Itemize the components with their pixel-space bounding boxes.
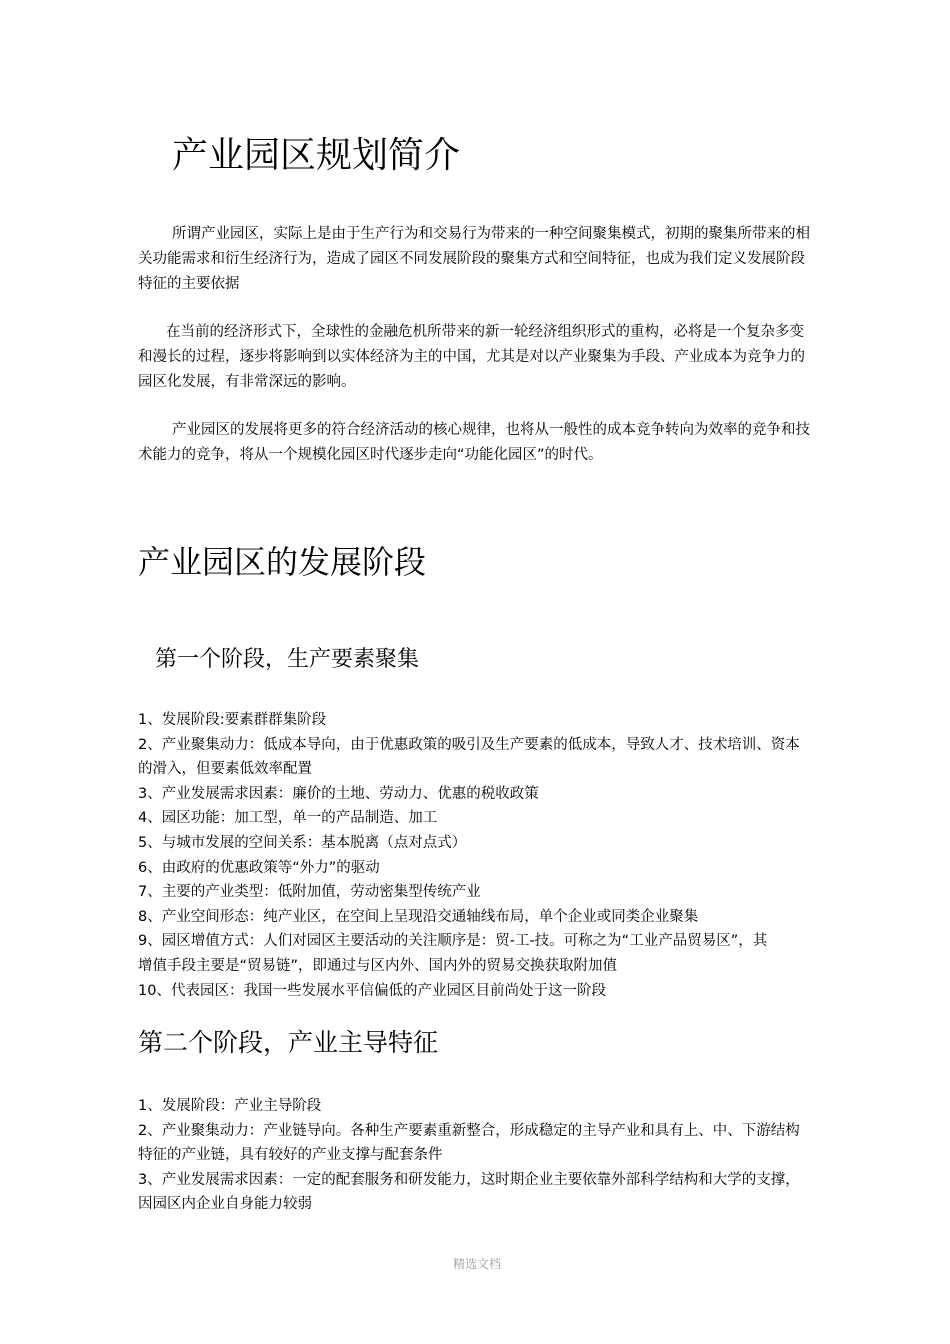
list-item: 9、园区增值方式：人们对园区主要活动的关注顺序是：贸-工-技。可称之为“工业产品贸易区”，其增值手段主要是“贸易链”，即通过与区内外、国内外的贸易交换获取附加值: [138, 933, 768, 974]
intro-paragraph-1: 所谓产业园区，实际上是由于生产行为和交易行为带来的一种空间聚集模式，初期的聚集所带来的相关功能需求和衍生经济行为，造成了园区不同发展阶段的聚集方式和空间特征，也成为我们定义发展阶段特征的主要依据: [138, 226, 810, 292]
list-item: 4、园区功能：加工型，单一的产品制造、加工: [138, 810, 438, 827]
list-item: 6、由政府的优惠政策等“外力”的驱动: [138, 859, 380, 876]
intro-paragraph-3: 产业园区的发展将更多的符合经济活动的核心规律，也将从一般性的成本竞争转向为效率的竞争和技术能力的竞争，将从一个规模化园区时代逐步走向“功能化园区”的时代。: [138, 422, 810, 463]
list-item: 3、产业发展需求因素：一定的配套服务和研发能力，这时期企业主要依靠外部科学结构和大学的支撑，因园区内企业自身能力较弱: [138, 1171, 800, 1213]
list-item: 1、发展阶段：产业主导阶段: [138, 1098, 322, 1114]
stage1-list: [138, 708, 808, 1003]
list-item: 3、产业发展需求因素：廉价的土地、劳动力、优惠的税收政策: [138, 785, 539, 802]
section-heading: 产业园区的发展阶段: [138, 543, 427, 581]
page-title: 产业园区规划简介: [172, 135, 461, 176]
list-item: 1、发展阶段:要素群群集阶段: [138, 712, 327, 728]
stage1-heading: 第一个阶段，生产要素聚集: [155, 647, 420, 672]
list-item: 8、产业空间形态：纯产业区，在空间上呈现沿交通轴线布局，单个企业或同类企业聚集: [138, 908, 699, 925]
list-item: 5、与城市发展的空间关系：基本脱离（点对点式）: [138, 834, 467, 851]
list-item: 2、产业聚集动力：低成本导向，由于优惠政策的吸引及生产要素的低成本，导致人才、技术培训、资本的滑入，但要素低效率配置: [138, 736, 800, 778]
stage2-heading: 第二个阶段，产业主导特征: [138, 1028, 439, 1057]
intro-paragraph-2: 在当前的经济形式下，全球性的金融危机所带来的新一轮经济组织形式的重构，必将是一个复杂多变和漫长的过程，逐步将影响到以实体经济为主的中国，尤其是对以产业聚集为手段、产业成本为竞争力的园区化发展，有非常深远的影响。: [138, 324, 805, 390]
list-item: 7、主要的产业类型：低附加值，劳动密集型传统产业: [138, 884, 481, 901]
stage2-list: [138, 1094, 808, 1217]
list-item: 2、产业聚集动力：产业链导向。各种生产要素重新整合，形成稳定的主导产业和具有上、中、下游结构特征的产业链，具有较好的产业支撑与配套条件: [138, 1122, 800, 1164]
footer-watermark: 精选文档: [453, 1257, 502, 1271]
list-item: 10、代表园区：我国一些发展水平信偏低的产业园区目前尚处于这一阶段: [138, 982, 606, 999]
